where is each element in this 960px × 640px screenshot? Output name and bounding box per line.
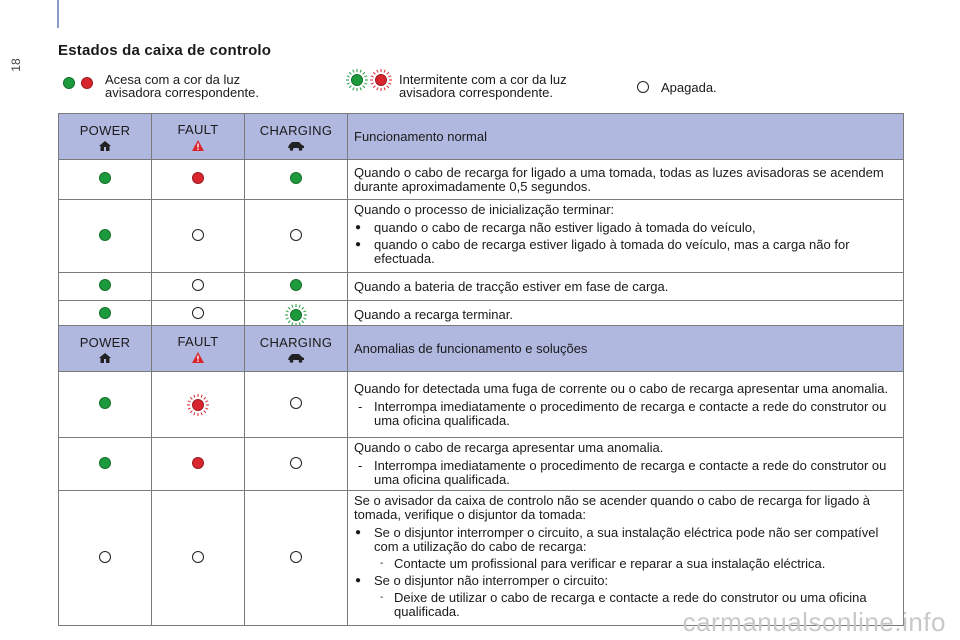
red-blinking-led-icon xyxy=(186,393,210,417)
green-led-icon xyxy=(99,229,111,241)
off-led-icon xyxy=(637,81,649,93)
off-led-icon xyxy=(290,457,302,469)
legend-blink-line1: Intermitente com a cor da luz xyxy=(399,72,567,87)
red-led-icon xyxy=(81,77,93,89)
table-row xyxy=(59,372,904,438)
row-description: Quando a recarga terminar. xyxy=(348,301,904,329)
car-icon xyxy=(287,353,305,363)
green-led-icon xyxy=(99,172,111,184)
row-description: Se o avisador da caixa de controlo não se acender quando o cabo de recarga for ligado à tomada, verifique o disjuntor da tomada: ● Se o disjuntor interromper o circuito, a sua instalação eléctrica pode não ser compatível com a utilização do cabo de recarga: - Contacte um profissional para verificar e reparar a sua instalação eléctrica. ● Se o disjuntor não interromper o circuito: - Deixe de utilizar o cabo de recarga e contacte a rede do construtor ou uma oficina qualificada. xyxy=(348,491,904,626)
normal-operation-title: Funcionamento normal xyxy=(348,114,904,160)
table-row xyxy=(59,491,904,626)
list-item: ● Se o disjuntor não interromper o circuito: - Deixe de utilizar o cabo de recarga e contacte a rede do construtor ou uma oficina qualificada. xyxy=(354,574,897,619)
list-item: ● quando o cabo de recarga estiver ligado à tomada do veículo, mas a carga não for efectuada. xyxy=(354,238,897,266)
list-item: ● quando o cabo de recarga não estiver ligado à tomada do veículo, xyxy=(354,221,897,235)
table-row xyxy=(59,273,904,301)
row-description: Quando a bateria de tracção estiver em fase de carga. xyxy=(348,273,904,301)
warning-icon xyxy=(192,352,204,363)
page-title: Estados da caixa de controlo xyxy=(58,42,272,59)
off-led-icon xyxy=(192,229,204,241)
header-power: POWER xyxy=(59,114,152,160)
header-charging: CHARGING xyxy=(245,114,348,160)
green-blinking-led-icon xyxy=(345,68,369,92)
table-header-row xyxy=(59,326,904,372)
legend-lit-line1: Acesa com a cor da luz xyxy=(105,72,241,87)
green-led-icon xyxy=(290,279,302,291)
header-power: POWER xyxy=(59,326,152,372)
off-led-icon xyxy=(192,307,204,319)
anomalies-title: Anomalias de funcionamento e soluções xyxy=(348,326,904,372)
list-item: - Interrompa imediatamente o procedimento de recarga e contacte a rede do construtor ou uma oficina qualificada. xyxy=(354,400,897,428)
list-item: - Interrompa imediatamente o procedimento de recarga e contacte a rede do construtor ou uma oficina qualificada. xyxy=(354,459,897,487)
table-row xyxy=(59,438,904,491)
legend-lit-line2: avisadora correspondente. xyxy=(105,85,259,100)
legend-blink xyxy=(345,68,567,99)
off-led-icon xyxy=(290,397,302,409)
list-item: - Deixe de utilizar o cabo de recarga e contacte a rede do construtor ou uma oficina qualificada. xyxy=(378,591,897,619)
green-led-icon xyxy=(99,457,111,469)
off-led-icon xyxy=(290,551,302,563)
off-led-icon xyxy=(99,551,111,563)
house-icon xyxy=(99,353,111,363)
off-led-icon xyxy=(192,551,204,563)
row-description: Quando for detectada uma fuga de corrente ou o cabo de recarga apresentar uma anomalia. - Interrompa imediatamente o procedimento de recarga e contacte a rede do construtor ou uma oficina qualificada. xyxy=(348,372,904,438)
table-header-row xyxy=(59,114,904,160)
normal-operation-table xyxy=(58,113,904,329)
green-blinking-led-icon xyxy=(284,303,308,327)
legend-off xyxy=(637,81,717,94)
list-item: ● Se o disjuntor interromper o circuito, a sua instalação eléctrica pode não ser compatível com a utilização do cabo de recarga: - Contacte um profissional para verificar e reparar a sua instalação eléctrica. xyxy=(354,526,897,571)
row-description: Quando o cabo de recarga for ligado a uma tomada, todas as luzes avisadoras se acendem durante aproximadamente 0,5 segundos. xyxy=(348,160,904,200)
watermark: carmanualsonline.info xyxy=(682,607,946,637)
list-item: - Contacte um profissional para verificar e reparar a sua instalação eléctrica. xyxy=(378,557,897,571)
car-icon xyxy=(287,141,305,151)
page-number: 18 xyxy=(9,58,23,72)
page-side-bar xyxy=(57,0,59,28)
legend-blink-line2: avisadora correspondente. xyxy=(399,85,553,100)
green-led-icon xyxy=(99,397,111,409)
legend-off-text: Apagada. xyxy=(661,80,717,95)
legend-lit xyxy=(63,73,259,99)
table-row xyxy=(59,200,904,273)
header-fault: FAULT xyxy=(152,326,245,372)
green-led-icon xyxy=(99,279,111,291)
green-led-icon xyxy=(63,77,75,89)
table-row xyxy=(59,160,904,200)
red-led-icon xyxy=(192,457,204,469)
off-led-icon xyxy=(290,229,302,241)
warning-icon xyxy=(192,140,204,151)
red-blinking-led-icon xyxy=(369,68,393,92)
anomalies-table xyxy=(58,325,904,626)
row-description: Quando o processo de inicialização terminar: ● quando o cabo de recarga não estiver ligado à tomada do veículo, ● quando o cabo de recarga estiver ligado à tomada do veículo, mas a carga não for efectuada. xyxy=(348,200,904,273)
header-charging: CHARGING xyxy=(245,326,348,372)
off-led-icon xyxy=(192,279,204,291)
green-led-icon xyxy=(99,307,111,319)
red-led-icon xyxy=(192,172,204,184)
row-description: Quando o cabo de recarga apresentar uma anomalia. - Interrompa imediatamente o procedimento de recarga e contacte a rede do construtor ou uma oficina qualificada. xyxy=(348,438,904,491)
house-icon xyxy=(99,141,111,151)
green-led-icon xyxy=(290,172,302,184)
header-fault: FAULT xyxy=(152,114,245,160)
